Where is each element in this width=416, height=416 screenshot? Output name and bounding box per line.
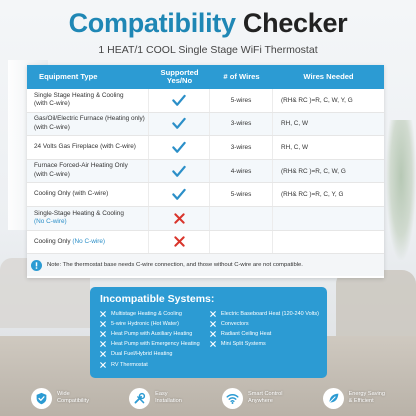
feature-easy-installation: Easy Installation <box>129 388 182 409</box>
x-mark-icon <box>100 341 106 347</box>
list-item: Heat Pump with Emergency Heating <box>100 339 210 349</box>
cross-icon <box>174 213 185 224</box>
table-row <box>27 89 384 113</box>
header-num-wires: # of Wires <box>223 72 260 82</box>
x-mark-icon <box>100 311 106 317</box>
wires-needed: RH, C, W <box>281 120 308 128</box>
wires-needed: (RH& RC )=R, C, Y, G <box>281 191 344 199</box>
equipment-type: Cooling Only <box>34 237 73 245</box>
list-item: Convectors <box>210 319 319 329</box>
incompatible-list-right <box>210 309 319 370</box>
wires-needed: (RH& RC )=R, C, W, Y, G <box>281 96 353 104</box>
equipment-subnote: (with C-wire) <box>34 100 70 108</box>
leaf-icon <box>327 392 340 405</box>
x-mark-icon <box>100 331 106 337</box>
x-mark-icon <box>210 321 216 327</box>
x-mark-icon <box>210 311 216 317</box>
feature-energy-saving: Energy Saving & Efficient <box>323 388 385 409</box>
checkmark-icon <box>172 165 186 178</box>
x-mark-icon <box>100 351 106 357</box>
compatibility-table <box>27 65 384 278</box>
table-row <box>27 207 384 231</box>
wire-count <box>210 207 273 230</box>
wire-count: 3-wires <box>210 136 273 159</box>
cross-icon <box>174 236 185 247</box>
wire-count: 5-wires <box>210 89 273 112</box>
wifi-icon <box>226 392 239 405</box>
wire-count: 3-wires <box>210 113 273 136</box>
info-icon <box>31 260 42 271</box>
table-row <box>27 231 384 255</box>
list-item: Mini Split Systems <box>210 339 319 349</box>
feature-wide-compatibility: Wide Compatibility <box>31 388 89 409</box>
header-equipment-type: Equipment Type <box>39 72 98 82</box>
table-note <box>27 254 384 276</box>
wire-count: 4-wires <box>210 160 273 183</box>
list-item: Radiant Ceiling Heat <box>210 329 319 339</box>
background-plant <box>386 120 416 260</box>
checkmark-icon <box>172 141 186 154</box>
checkmark-icon <box>172 188 186 201</box>
equipment-subnote: (with C-wire) <box>34 171 70 179</box>
background-chair <box>336 270 416 340</box>
wire-count: 5-wires <box>210 183 273 206</box>
x-mark-icon <box>210 331 216 337</box>
equipment-type: Gas/Oil/Electric Furnace (Heating only) <box>34 115 145 123</box>
page-subtitle: 1 HEAT/1 COOL Single Stage WiFi Thermostat <box>98 44 318 56</box>
list-item: RV Thermostat <box>100 359 210 369</box>
header-wires-needed: Wires Needed <box>303 72 354 82</box>
checkmark-icon <box>172 117 186 130</box>
list-item: Electric Baseboard Heat (120-240 Volts) <box>210 309 319 319</box>
equipment-subnote: (with C-wire) <box>34 123 70 131</box>
list-item: Dual Fuel/Hybrid Heating <box>100 349 210 359</box>
note-text: Note: The thermostat base needs C-wire connection, and those without C-wire are not compatible. <box>47 262 303 269</box>
incompatible-title: Incompatible Systems: <box>100 293 215 305</box>
title-part-2: Checker <box>242 8 348 38</box>
table-row <box>27 113 384 137</box>
checkmark-icon <box>172 94 186 107</box>
title-part-1: Compatibility <box>68 8 236 38</box>
incompatible-list-left <box>100 309 210 370</box>
page-title <box>0 8 416 39</box>
incompatible-systems-panel <box>90 287 327 378</box>
wire-count <box>210 231 273 254</box>
list-item: Multistage Heating & Cooling <box>100 309 210 319</box>
table-header <box>27 65 384 89</box>
feature-bar <box>27 382 389 414</box>
shield-check-icon <box>35 392 48 405</box>
tools-icon <box>133 392 146 405</box>
list-item: 5-wire Hydronic (Hot Water) <box>100 319 210 329</box>
x-mark-icon <box>100 321 106 327</box>
table-row <box>27 183 384 207</box>
table-row <box>27 136 384 160</box>
x-mark-icon <box>210 341 216 347</box>
equipment-subnote: (No C-wire) <box>34 218 67 226</box>
wires-needed: RH, C, W <box>281 143 308 151</box>
feature-smart-control: Smart Control Anywhere <box>222 388 283 409</box>
x-mark-icon <box>100 362 106 368</box>
equipment-type: Single-Stage Heating & Cooling <box>34 209 124 217</box>
equipment-type: Single Stage Heating & Cooling <box>34 91 124 99</box>
equipment-type: 24 Volts Gas Fireplace (with C-wire) <box>34 143 136 151</box>
equipment-subnote: (No C-wire) <box>72 237 106 245</box>
header-supported: Supported Yes/No <box>160 68 199 85</box>
equipment-type: Furnace Forced-Air Heating Only <box>34 162 128 170</box>
table-row <box>27 160 384 184</box>
list-item: Heat Pump with Auxiliary Heating <box>100 329 210 339</box>
wires-needed: (RH& RC )=R, C, W, G <box>281 167 346 175</box>
equipment-type: Cooling Only (with C-wire) <box>34 190 109 198</box>
